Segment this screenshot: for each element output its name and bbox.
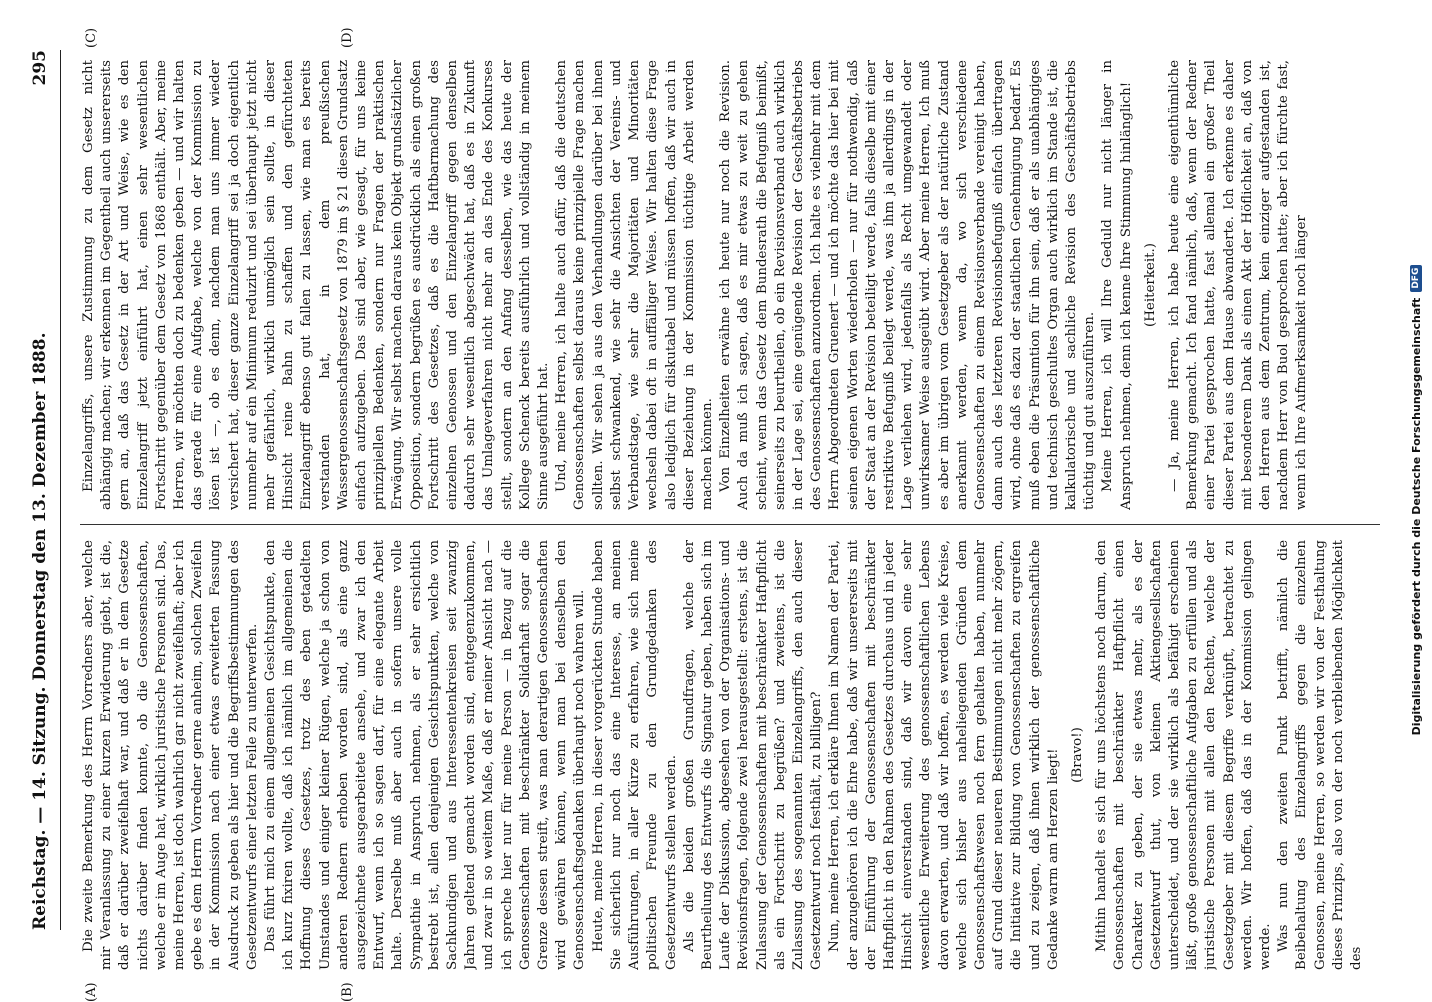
paragraph: Einzelangriffs, unsere Zustimmung zu dem Gesetz nicht abhängig machen; wir erkennen im Gegentheil auch unsererseits gern an, daß das Gesetz in der Art und Weise, wie es den Einzelangriff jetzt einführt hat, einen sehr wesentlichen Fortschritt gegenüber dem Gesetz von 1868 enthält. Aber, meine Herren, wir möchten doch zu bedenken geben — und wir halten das gerade für eine Aufgabe, welche von der Kommission zu lösen ist —, ob es denn, nachdem man uns immer wieder versichert hat, dieser ganze Einzelangriff sei ja doch eigentlich nunmehr auf ein Minimum reduzirt und sei überhaupt jetzt nicht mehr gefährlich, wirklich unmöglich sein sollte, in dieser Hinsicht reine Bahn zu schaffen und den gefürchteten Einzelangriff ebenso gut fallen zu lassen, wie man es bereits verstanden hat, in dem preußischen Wassergenossenschaftsgesetz von 1879 im § 21 diesen Grundsatz einfach aufzugeben. Das sind aber, wie gesagt, für uns keine prinzipiellen Bedenken, sondern nur Fragen der praktischen Erwägung. Wir selbst machen daraus kein Objekt grundsätzlicher Opposition, sondern begrüßen es ausdrücklich als einen großen Fortschritt des Gesetzes, daß es die Haftbarmachung des einzelnen Genossen und den Einzelangriff gegen denselben dadurch sehr wesentlich abgeschwächt hat, daß es in Zukunft das Umlageverfahren nicht mehr an das Ende des Konkurses stellt, sondern an den Anfang desselben, wie das heute der Kollege Schenck bereits ausführlich und vollständig in meinem Sinne ausgeführt hat. [81, 60, 552, 510]
paragraph: Nun, meine Herren, ich erkläre Ihnen im Namen der Partei, der anzugehören ich die Ehre habe, daß wir unsererseits mit der Einführung der Genossenschaften mit beschränkter Haftpflicht in den Rahmen des Gesetzes durchaus und in jeder Hinsicht einverstanden sind, daß wir davon eine sehr wesentliche Erweiterung des genossenschaftlichen Lebens davon erwarten, und daß wir hoffen, es werden viele Kreise, welche sich bisher aus naheliegenden Gründen dem Genossenschaftswesen noch fern gehalten haben, nunmehr auf Grund dieser neueren Bestimmungen nicht mehr zögern, die Initiative zur Bildung von Genossenschaften zu ergreifen und zu zeigen, daß ihnen wirklich der genossenschaftliche Gedanke warm am Herzen liegt! [827, 540, 1061, 970]
page-header [20, 50, 61, 930]
paragraph: Von Einzelheiten erwähne ich heute nur noch die Revision. Auch da muß ich sagen, daß es mir etwas zu weit zu gehen scheint, wenn das Gesetz dem Bundesrath die Befugniß beimißt, seinerseits zu beurtheilen, ob ein Revisionsverband auch wirklich in der Lage sei, eine genügende Revision der Geschäftsbetriebs des Genossenschaften anzuordnen. Ich halte es vielmehr mit dem Herrn Abgeordneten Gruenert — und ich möchte das hier bei mit seinen eigenen Worten wiederholen — nur für nothwendig, daß der Staat an der Revision beteiligt werde, falls dieselbe mit einer restriktive Befugniß beilegt werde, was ihm ja allerdings in der Lage verliehen wird, jedenfalls als Recht umgewandelt oder unwirksamer Weise ausgeübt wird. Aber meine Herren, Ich muß es aber im übrigen vom Gesetzgeber als der natürliche Zustand anerkannt werden, wenn da, wo sich verschiedene Genossenschaften zu einem Revisionsverbande vereinigt haben, dann auch des letzteren Revisionsbefugniß einfach übertragen wird, ohne daß es dazu der staatlichen Genehmigung bedarf. Es muß eben die Präsumtion für ihn sein, daß er als unabhängiges und technisch geschultes Organ auch wirklich im Stande ist, die kalkulatorische und sachliche Revision des Geschäftsbetriebs tüchtig und gut auszuführen. [718, 60, 1098, 510]
digitization-credit [1405, 0, 1427, 1000]
paragraph: Heute, meine Herren, in dieser vorgerückten Stunde haben Sie sicherlich nur noch das eine Interesse, an meinen Ausführungen, in aller Kürze zu erfahren, wie sich meine politischen Freunde zu den Grundgedanken des Gesetzentwurfs stellen werden. [590, 540, 679, 970]
paragraph: Als die beiden großen Grundfragen, welche der Beurtheilung des Entwurfs die Signatur geben, haben sich im Laufe der Diskussion, abgesehen von der Organisations- und Revisionsfragen, folgende zwei herausgestellt: erstens, ist die Zulassung der Genossenschaften mit beschränkter Haftpflicht als ein Fortschritt zu begrüßen? und zweitens, ist die Zulassung des sogenannten Einzelangriffs, den auch dieser Gesetzentwurf noch festhält, zu billigen? [681, 540, 825, 970]
paragraph: Die zweite Bemerkung des Herrn Vorredners aber, welche mir Veranlassung zu einer kurzen Erwiderung giebt, ist die, daß er darüber zweifelhaft war, und daß er in dem Gesetze nichts darüber finden konnte, ob die Genossenschaften, welche er im Auge hat, wirklich juristische Personen sind. Das, meine Herren, ist doch wahrlich gar nicht zweifelhaft; aber ich gebe es dem Herrn Vorredner gerne anheim, solchen Zweifeln in der Kommission nach einer etwas erweiterten Fassung Ausdruck zu geben als hier und die Begriffsbestimmungen des Gesetzentwurfs einer letzten Feile zu unterwerfen. [81, 540, 260, 970]
credit-text: Digitalisierung gefördert durch die Deutsche Forschungsgemeinschaft [1409, 297, 1423, 736]
header-title: Reichstag. — 14. Sitzung. Donnerstag den 13. Dezember 1888. [30, 332, 50, 930]
applause-note: (Bravo!) [1069, 727, 1085, 783]
page-number: 295 [30, 50, 50, 86]
paragraph: Mithin handelt es sich für uns höchstens noch darum, den Genossenschaften mit beschränkter Haftpflicht einen Charakter zu geben, der sie etwas mehr, als es der Gesetzentwurf thut, von kleinen Aktiengesellschaften unterscheidet, und der sie wirklich als befähigt erscheinen läßt, große genossenschaftliche Aufgaben zu erfüllen und als juristische Personen mit allen den Rechten, welche der Gesetzgeber mit diesem Begriffe verknüpft, betrachtet zu werden. Wir hoffen, daß das in der Kommission gelingen werde. [1094, 540, 1273, 970]
laughter-note: (Heiterkeit.) [1142, 243, 1158, 327]
margin-marker-d: (D) [340, 27, 355, 48]
paragraph: — Ja, meine Herren, ich habe heute eine eigenthümliche Bemerkung gemacht. Ich fand nämlich, daß, wenn der Redner einer Partei gesprochen hatte, fast allemal ein großer Theil dieser Partei aus dem Hause abwanderte. Ich erkenne es daher mit besonderem Dank als einen Akt der Höflichkeit an, daß von den Herren aus dem Zentrum, kein einziger aufgestanden ist, nachdem Herr von Buol gesprochen hatte; aber ich fürchte fast, wenn ich Ihre Aufmerksamkeit noch länger [1166, 60, 1310, 510]
right-column [80, 60, 1380, 510]
paragraph: Meine Herren, ich will Ihre Geduld nur nicht länger in Anspruch nehmen, denn ich kenne Ihre Stimmung hinlänglich! [1100, 60, 1134, 510]
column-divider [80, 524, 1380, 525]
margin-marker-c: (C) [84, 27, 99, 48]
paragraph: Was nun den zweiten Punkt betrifft, nämlich die Beibehaltung des Einzelangriffs gegen die einzelnen Genossen, meine Herren, so werden wir von der Festhaltung dieses Prinzips, also von der noch verbleibenden Möglichkeit des [1276, 540, 1365, 970]
margin-marker-b: (B) [340, 982, 355, 1002]
paragraph: Das führt mich zu einem allgemeinen Gesichtspunkte, den ich kurz fixiren wollte, daß ich nämlich im allgemeinen die Hoffnung dieses Gesetzes, trotz des eben getadelten Umstandes und einiger kleiner Rügen, welche ja schon von anderen Rednern erhoben worden sind, als eine ganz ausgezeichnete ausgearbeitete ansehe, und zwar ich den Entwurf, wenn ich so sagen darf, für eine elegante Arbeit halte. Derselbe muß aber auch in sofern unsere volle Sympathie in Anspruch nehmen, als er sehr ersichtlich bestrebt ist, allen denjenigen Gesichtspunkten, welche von Sachkundigen und aus Interessentenkreisen seit zwanzig Jahren geltend gemacht worden sind, entgegenzukommen, und zwar in so weitem Maße, daß er meiner Ansicht nach — ich spreche hier nur für meine Person — in Bezug auf die Genossenschaften mit beschränkter Solidarhaft sogar die Grenze dessen streift, was man derartigen Genossenschaften wird gewähren können, wenn man bei denselben den Genossenschaftsgedanken überhaupt noch wahren will. [263, 540, 588, 970]
dfg-logo: DFG [1410, 265, 1422, 292]
left-column [80, 540, 1380, 970]
paragraph: Und, meine Herren, ich halte auch dafür, daß die deutschen Genossenschaften selbst daraus keine prinzipielle Frage machen sollten. Wir sehen ja aus den Verhandlungen darüber bei ihnen selbst schwankend, wie sehr die Ansichten der Vereins- und Verbandstage, wie sehr die Majoritäten und Minoritäten wechseln dabei oft in auffälliger Weise. Wir halten diese Frage also lediglich für diskutabel und müssen hoffen, daß wir auch in dieser Beziehung in der Kommission tüchtige Arbeit werden machen können. [554, 60, 715, 510]
margin-marker-a: (A) [84, 982, 99, 1002]
